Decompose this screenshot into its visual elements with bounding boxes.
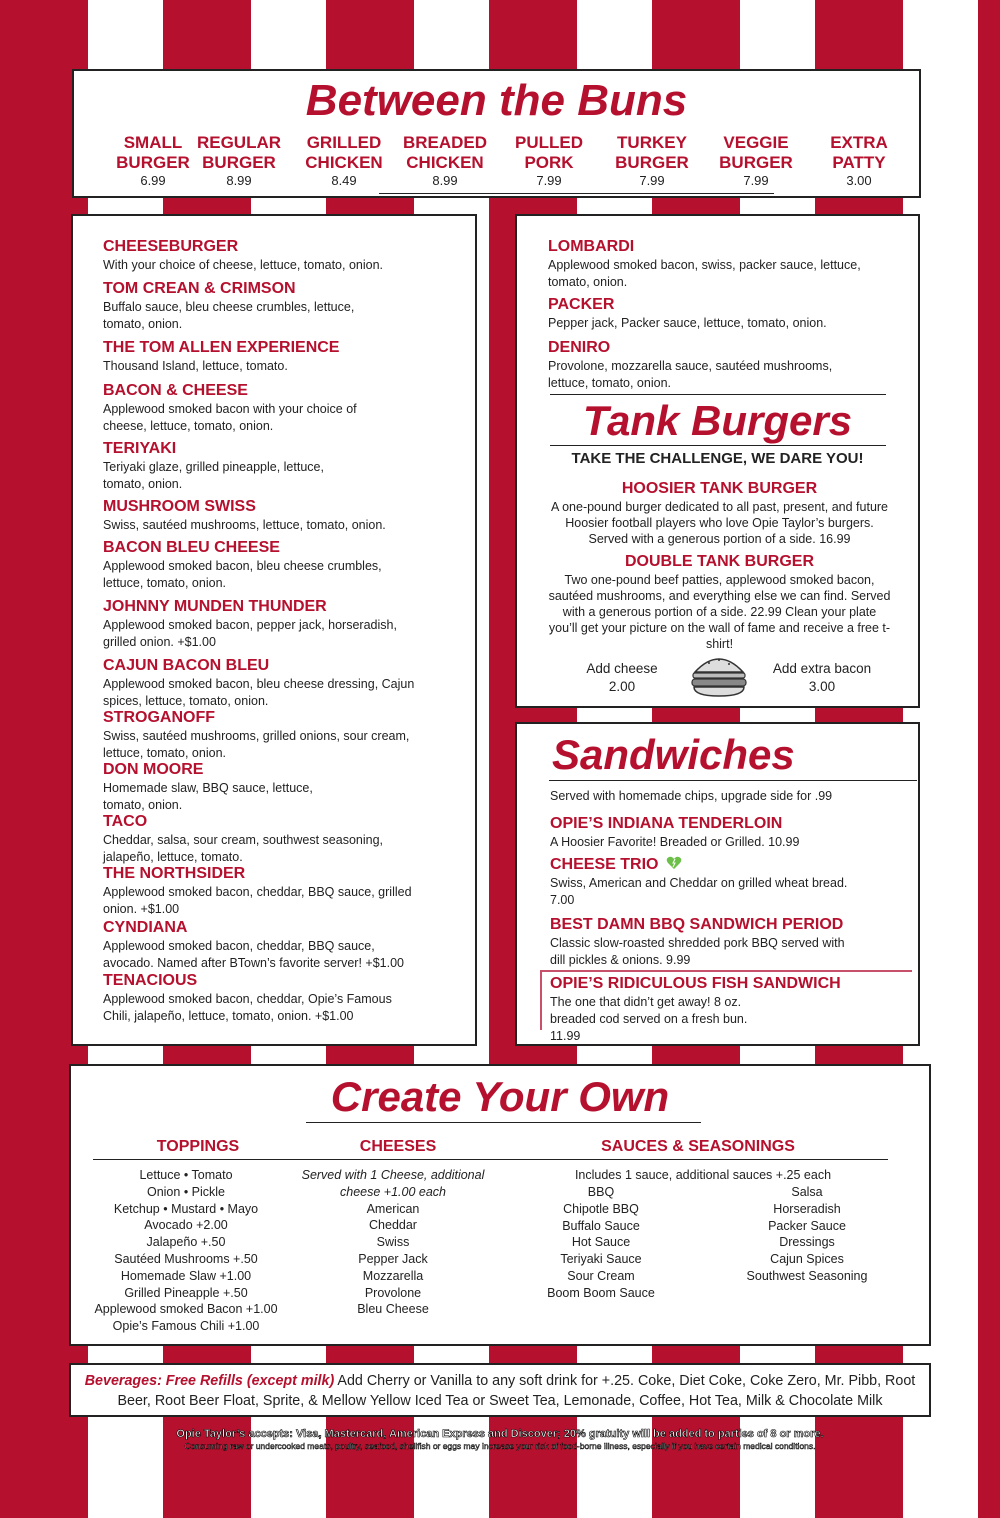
between-the-buns-title: Between the Buns xyxy=(305,76,688,125)
burger-item xyxy=(103,497,433,534)
footer xyxy=(120,1428,880,1451)
burger-item xyxy=(548,338,868,392)
burger-desc: Applewood smoked bacon, cheddar, Opie’s Famous Chili, jalapeño, lettuce, tomato, onion. +$1.00 xyxy=(103,992,392,1023)
bun-option xyxy=(292,133,396,189)
sauce-item: BBQ xyxy=(587,1185,615,1199)
sauce-item: Horseradish xyxy=(773,1201,841,1216)
burger-desc: Swiss, sautéed mushrooms, grilled onions, sour cream, lettuce, tomato, onion. xyxy=(103,729,410,760)
topping-item: Onion • Pickle xyxy=(146,1184,226,1199)
cheeses-note: Served with 1 Cheese, additional cheese +1.00 each xyxy=(301,1168,485,1199)
cheese-item: Mozzarella xyxy=(362,1268,424,1283)
sandwich-item xyxy=(550,855,850,909)
bun-option-name: EXTRA PATTY xyxy=(830,133,888,172)
burger-item xyxy=(103,918,408,972)
sauce-item: Hot Sauce xyxy=(571,1235,631,1250)
cheese-item: Provolone xyxy=(364,1285,422,1300)
bun-option-name: REGULAR BURGER xyxy=(196,133,282,172)
bun-option-name: PULLED PORK xyxy=(515,133,583,172)
sauce-item: Packer Sauce xyxy=(768,1218,846,1233)
burger-desc: Teriyaki glaze, grilled pineapple, lettuce, tomato, onion. xyxy=(103,460,324,491)
sandwich-item xyxy=(550,915,860,969)
topping-item: Lettuce • Tomato xyxy=(139,1168,233,1182)
cheese-item: Bleu Cheese xyxy=(357,1302,429,1317)
topping-item: Sautéed Mushrooms +.50 xyxy=(114,1251,258,1266)
sauce-item: Buffalo Sauce xyxy=(562,1218,640,1233)
sandwich-name xyxy=(550,855,850,875)
burger-item xyxy=(103,381,383,435)
burger-name: THE TOM ALLEN EXPERIENCE xyxy=(103,339,340,356)
burger-name: CHEESEBURGER xyxy=(103,238,239,255)
burger-desc: Applewood smoked bacon with your choice of cheese, lettuce, tomato, onion. xyxy=(103,402,357,433)
burger-desc: Homemade slaw, BBQ sauce, lettuce, tomato, onion. xyxy=(103,781,313,812)
sauces-list-left xyxy=(533,1184,669,1302)
section-divider xyxy=(550,394,886,395)
bun-option-price: 7.99 xyxy=(536,173,562,188)
burger-name: BACON & CHEESE xyxy=(103,382,248,399)
topping-item: Applewood smoked Bacon +1.00 xyxy=(94,1302,278,1317)
burger-name: TERIYAKI xyxy=(103,440,177,457)
burger-item xyxy=(103,279,393,333)
burger-item xyxy=(103,760,343,814)
tank-item-name: DOUBLE TANK BURGER xyxy=(624,553,815,570)
burger-name: BACON BLEU CHEESE xyxy=(103,539,280,556)
burger-item xyxy=(103,864,448,918)
bun-option xyxy=(497,133,601,189)
sandwiches-title: Sandwiches xyxy=(552,731,795,778)
sauces-note: Includes 1 sauce, additional sauces +.25 each xyxy=(574,1168,832,1182)
cheese-item: Cheddar xyxy=(369,1218,417,1233)
burgers-left-panel xyxy=(71,214,477,1046)
bun-option-price: 7.99 xyxy=(639,173,665,188)
bun-option-price: 8.99 xyxy=(432,173,458,188)
burger-name: PACKER xyxy=(548,296,615,313)
burger-name: TENACIOUS xyxy=(103,972,198,989)
burger-desc: Applewood smoked bacon, cheddar, BBQ sauce, avocado. Named after BTown’s favorite server! +$1.00 xyxy=(103,939,404,970)
addon-bacon: Add extra bacon 3.00 xyxy=(772,661,872,694)
tank-item-name: HOOSIER TANK BURGER xyxy=(621,480,818,497)
burger-item xyxy=(103,237,433,274)
burger-name: THE NORTHSIDER xyxy=(103,865,246,882)
bun-option xyxy=(807,133,911,189)
burger-item xyxy=(103,538,423,592)
section-divider xyxy=(306,1122,701,1123)
food-warning: Consuming raw or undercooked meats, poultry, seafood, shellfish or eggs may increase your risk of food-borne illness, especially if you have certain medical conditions. xyxy=(184,1441,816,1451)
sandwiches-note: Served with homemade chips, upgrade side for .99 xyxy=(550,789,833,803)
burger-name: CAJUN BACON BLEU xyxy=(103,657,270,674)
burger-desc: Applewood smoked bacon, bleu cheese dressing, Cajun spices, lettuce, tomato, onion. xyxy=(103,677,415,708)
toppings-header: TOPPINGS xyxy=(156,1138,240,1155)
bun-option-name: VEGGIE BURGER xyxy=(719,133,793,172)
burger-item xyxy=(103,971,423,1025)
sandwich-name-text: CHEESE TRIO xyxy=(550,856,659,873)
cheese-item: American xyxy=(366,1201,420,1216)
burger-desc: Applewood smoked bacon, bleu cheese crumbles, lettuce, tomato, onion. xyxy=(103,559,382,590)
tank-item-desc: Two one-pound beef patties, applewood smoked bacon, sautéed mushrooms, and everything else we can find. Served with a generous portion of a side. 22.99 Clean your plate you’ll get your picture on the wall of fame and receive a free t-shirt! xyxy=(548,573,891,651)
burger-item xyxy=(103,597,433,651)
sandwich-desc: Swiss, American and Cheddar on grilled wheat bread. 7.00 xyxy=(550,876,848,907)
bun-option-price: 8.99 xyxy=(226,173,252,188)
burger-name: LOMBARDI xyxy=(548,238,635,255)
bun-option xyxy=(187,133,291,189)
title-divider xyxy=(379,193,774,194)
burger-item xyxy=(103,708,448,762)
sauce-item: Teriyaki Sauce xyxy=(560,1252,642,1267)
topping-item: Jalapeño +.50 xyxy=(146,1235,226,1250)
burger-name: STROGANOFF xyxy=(103,709,215,726)
bun-option-name: GRILLED CHICKEN xyxy=(305,133,383,172)
burger-name: DON MOORE xyxy=(103,761,204,778)
tank-item xyxy=(547,552,892,652)
sandwich-name: OPIE’S INDIANA TENDERLOIN xyxy=(550,815,783,832)
burger-item xyxy=(548,295,893,332)
burger-item xyxy=(548,237,893,291)
between-the-buns-panel xyxy=(72,69,921,198)
burger-desc: Pepper jack, Packer sauce, lettuce, tomato, onion. xyxy=(548,316,827,330)
sandwich-item xyxy=(550,974,910,1045)
burger-name: TOM CREAN & CRIMSON xyxy=(103,280,296,297)
sandwich-name: BEST DAMN BBQ SANDWICH PERIOD xyxy=(550,916,844,933)
burger-name: DENIRO xyxy=(548,339,611,356)
burgers-right-panel xyxy=(515,214,920,708)
sandwich-desc: A Hoosier Favorite! Breaded or Grilled. 10.99 xyxy=(550,835,800,849)
bun-option-price: 3.00 xyxy=(846,173,872,188)
beverages-text: Add Cherry or Vanilla to any soft drink for +.25. Coke, Diet Coke, Coke Zero, Mr. Pibb, Root Beer, Root Beer Float, Sprite, & Mellow Yellow Iced Tea or Sweet Tea, Lemonade, Coffee, Hot Tea, Milk & Chocolate Milk xyxy=(117,1373,916,1409)
topping-item: Homemade Slaw +1.00 xyxy=(120,1268,252,1283)
column-header-divider xyxy=(93,1159,888,1160)
cheese-item: Swiss xyxy=(376,1235,410,1250)
bun-option-price: 7.99 xyxy=(743,173,769,188)
bun-option xyxy=(704,133,808,189)
burger-desc: Applewood smoked bacon, cheddar, BBQ sauce, grilled onion. +$1.00 xyxy=(103,885,412,916)
sauce-item: Boom Boom Sauce xyxy=(547,1285,655,1300)
burger-name: TACO xyxy=(103,813,148,830)
bun-option-name: BREADED CHICKEN xyxy=(402,133,488,172)
bun-option-name: TURKEY BURGER xyxy=(615,133,689,172)
topping-item: Grilled Pineapple +.50 xyxy=(124,1285,248,1300)
addon-cheese: Add cheese 2.00 xyxy=(586,661,658,694)
sauce-item: Dressings xyxy=(779,1235,835,1250)
tank-burgers-title: Tank Burgers xyxy=(582,397,853,444)
topping-item: Opie’s Famous Chili +1.00 xyxy=(112,1319,260,1334)
bun-option-price: 6.99 xyxy=(140,173,166,188)
burger-name: CYNDIANA xyxy=(103,919,188,936)
sauces-list-right xyxy=(737,1184,877,1285)
tank-item-desc: A one-pound burger dedicated to all past, present, and future Hoosier football players who love Opie Taylor’s burgers. Served with a generous portion of a side. 16.99 xyxy=(550,500,889,546)
burger-desc: Buffalo sauce, bleu cheese crumbles, lettuce, tomato, onion. xyxy=(103,300,355,331)
sandwiches-panel xyxy=(515,722,920,1046)
sauce-item: Sour Cream xyxy=(567,1268,635,1283)
section-divider xyxy=(550,445,886,446)
create-your-own-panel xyxy=(69,1064,931,1346)
burger-desc: Applewood smoked bacon, pepper jack, horseradish, grilled onion. +$1.00 xyxy=(103,618,397,649)
payment-note: Opie Taylor’s accepts: Visa, Mastercard, American Express and Discover; 20% gratuity will be added to parties of 8 or more. xyxy=(176,1428,824,1440)
bun-option xyxy=(393,133,497,189)
sandwich-desc: Classic slow-roasted shredded pork BBQ served with dill pickles & onions. 9.99 xyxy=(550,936,845,967)
cheeses-header: CHEESES xyxy=(359,1138,437,1155)
sauce-item: Cajun Spices xyxy=(770,1252,844,1267)
tank-item xyxy=(547,479,892,547)
cheeses-column xyxy=(283,1167,503,1318)
bun-option-price: 8.49 xyxy=(331,173,357,188)
beverages-label: Beverages: Free Refills (except milk) xyxy=(84,1373,335,1389)
cheese-item: Pepper Jack xyxy=(358,1251,428,1266)
cheeses-list xyxy=(283,1201,503,1319)
sandwich-name: OPIE’S RIDICULOUS FISH SANDWICH xyxy=(550,975,841,992)
burger-desc: Thousand Island, lettuce, tomato. xyxy=(103,359,288,373)
toppings-list xyxy=(81,1167,291,1335)
topping-item: Avocado +2.00 xyxy=(144,1218,228,1233)
burger-icon xyxy=(689,652,749,698)
sandwich-item xyxy=(550,814,910,851)
burger-desc: With your choice of cheese, lettuce, tomato, onion. xyxy=(103,258,384,272)
burger-desc: Provolone, mozzarella sauce, sautéed mushrooms, lettuce, tomato, onion. xyxy=(548,359,833,390)
burger-item xyxy=(103,812,413,866)
burger-item xyxy=(103,439,353,493)
bun-option xyxy=(600,133,704,189)
burger-desc: Swiss, sautéed mushrooms, lettuce, tomato, onion. xyxy=(103,518,386,532)
section-divider xyxy=(549,780,917,781)
topping-item: Ketchup • Mustard • Mayo xyxy=(113,1201,259,1216)
burger-desc: Cheddar, salsa, sour cream, southwest seasoning, jalapeño, lettuce, tomato. xyxy=(103,833,384,864)
sauce-item: Salsa xyxy=(791,1185,823,1199)
beverages-panel xyxy=(69,1363,931,1417)
create-title: Create Your Own xyxy=(330,1073,670,1120)
burger-desc: Applewood smoked bacon, swiss, packer sauce, lettuce, tomato, onion. xyxy=(548,258,861,289)
bun-option-name: SMALL BURGER xyxy=(116,133,190,172)
sauce-item: Southwest Seasoning xyxy=(746,1268,868,1283)
burger-name: MUSHROOM SWISS xyxy=(103,498,256,515)
sandwich-desc: The one that didn’t get away! 8 oz. breaded cod served on a fresh bun. 11.99 xyxy=(550,995,748,1043)
heart-icon xyxy=(666,856,682,870)
burger-name: JOHNNY MUNDEN THUNDER xyxy=(103,598,327,615)
sauces-header: SAUCES & SEASONINGS xyxy=(601,1138,795,1155)
tank-tagline: TAKE THE CHALLENGE, WE DARE YOU! xyxy=(571,450,864,467)
burger-item xyxy=(103,656,448,710)
sauce-item: Chipotle BBQ xyxy=(563,1201,639,1216)
burger-item xyxy=(103,338,433,375)
